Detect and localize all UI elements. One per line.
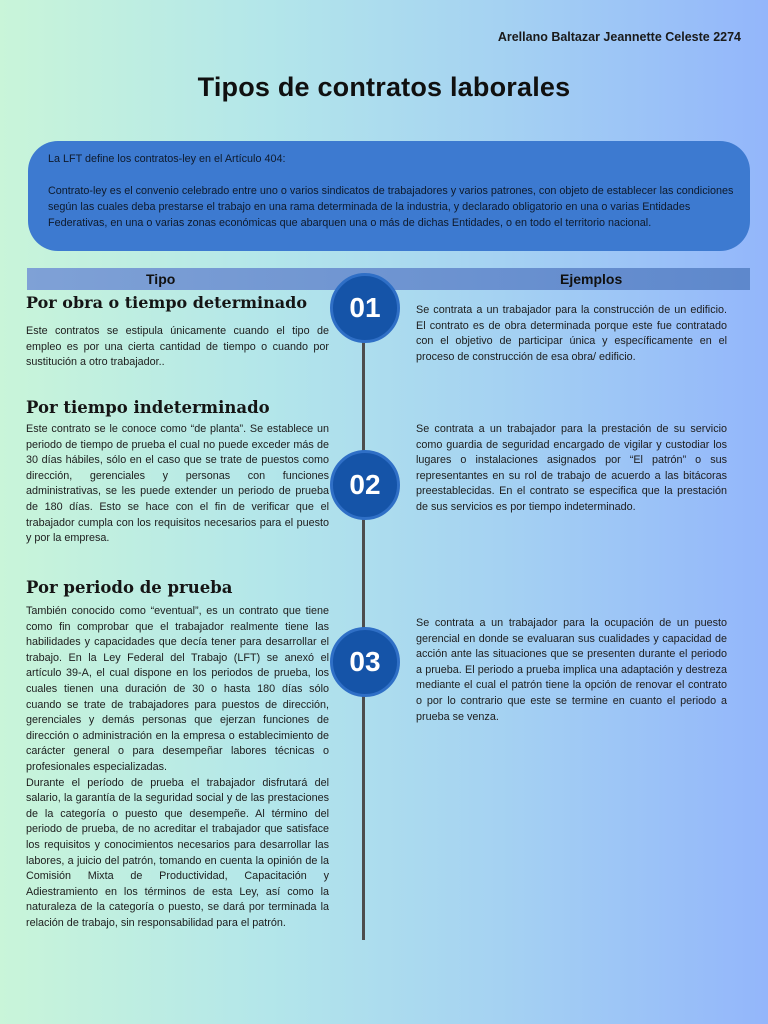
definition-intro: La LFT define los contratos-ley en el Artículo 404: xyxy=(48,153,286,165)
type-title-indeterminado: Por tiempo indeterminado xyxy=(26,398,270,417)
page-title: Tipos de contratos laborales xyxy=(197,72,571,102)
example-obra: Se contrata a un trabajador para la construcción de un edificio. El contrato es de obra determinada porque este fue contratado con el objetivo de participar única y específicamente en el proceso de construcción de esa obra/ edificio. xyxy=(416,304,727,363)
header-ejemplos: Ejemplos xyxy=(560,271,623,287)
type-description-indeterminado: Este contrato se le conoce como “de planta”. Se establece un periodo de tiempo de prueba el cual no puede exceder más de 30 días hábiles, sólo en el caso que se trate de puestos como dirección, gerenciales y personas con funciones administrativas, se les puede extender un periodo de prueba de 180 días. Esto se hace con el fin de verificar que el trabajador cumpla con los requisitos necesarios para el puesto y por la empresa. xyxy=(26,423,329,545)
type-description-prueba-part1: También conocido como “eventual”, es un contrato que tiene como fin comprobar que el trabajador realmente tiene las habilidades y capacidades que decía tener para desarrollar el trabajo. En la Ley Federal del Trabajo (LFT) se anexó el artículo 39-A, el cual dispone en los periodos de prueba, los cuales tienen una duración de 30 o hasta 180 días sólo cuando se trate de trabajadores para puestos de dirección, gerenciales y demás personas que ejerzan funciones de dirección o administración en la empresa o establecimiento de carácter general o para desempeñar labores técnicas o profesionales especializadas. xyxy=(26,605,329,773)
type-description-prueba-part2: Durante el período de prueba el trabajador disfrutará del salario, la garantía de la seguridad social y de las prestaciones de la categoría o puesto que desempeñe. Al término del periodo de prueba, de no acreditar el trabajador que satisface los requisitos y conocimientos necesarios para desarrollar las labores, a juicio del patrón, tomando en cuenta la opinión de la Comisión Mixta de Productividad, Capacitación y Adiestramiento en los términos de esta Ley, así como la naturaleza de la categoría o puesto, se dará por terminada la relación de trabajo, sin responsabilidad para el patrón. xyxy=(26,776,329,929)
type-title-obra: Por obra o tiempo determinado xyxy=(26,293,307,312)
definition-box xyxy=(28,141,750,251)
timeline-line xyxy=(362,300,365,940)
number-badge-03: 03 xyxy=(330,627,400,697)
header-tipo: Tipo xyxy=(146,271,176,287)
type-description-obra: Este contratos se estipula únicamente cuando el tipo de empleo es por una cierta cantidad de tiempo o cuando por sustitución a otro trabajador.. xyxy=(26,325,329,369)
type-title-prueba: Por periodo de prueba xyxy=(26,578,233,597)
number-badge-02: 02 xyxy=(330,450,400,520)
example-prueba: Se contrata a un trabajador para la ocupación de un puesto gerencial en donde se evaluaran sus cualidades y capacidad de acción ante las situaciones que se presenten durante el periodo a prueba. El periodo a prueba implica una adaptación y destreza mediante el cual el patrón tiene la opción de renovar el contrato o por lo contrario que este se termine en cuanto el periodo a prueba se venza. xyxy=(416,617,727,723)
type-description-prueba xyxy=(26,604,329,931)
definition-text: Contrato-ley es el convenio celebrado entre uno o varios sindicatos de trabajadores y varios patrones, con objeto de establecer las condiciones según las cuales deba prestarse el trabajo en una rama determinada de la industria, y declarado obligatorio en una o varias Entidades Federativas, en una o varias zonas económicas que abarquen una o más de dichas Entidades, o en todo el territorio nacional. xyxy=(48,185,734,229)
number-badge-01: 01 xyxy=(330,273,400,343)
author-name: Arellano Baltazar Jeannette Celeste 2274 xyxy=(497,30,741,44)
example-indeterminado: Se contrata a un trabajador para la prestación de su servicio como guardia de seguridad encargado de vigilar y custodiar los lugares o instalaciones asignados por “El patrón” o sus representantes en su rol de trabajo de acuerdo a las bitácoras preestablecidas. En el contrato se especifica que la prestación de sus servicios es por tiempo indeterminado. xyxy=(416,423,727,513)
